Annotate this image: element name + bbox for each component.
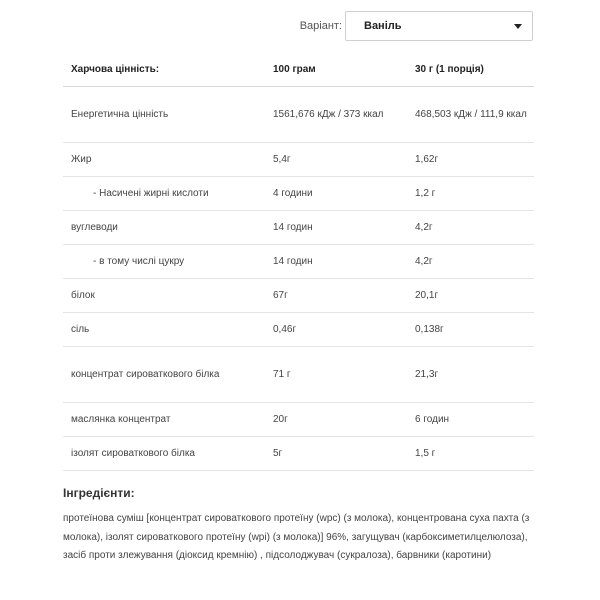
value-per-serving: 4,2г xyxy=(407,245,534,279)
nutrient-name: Жир xyxy=(63,143,265,177)
table-row xyxy=(63,437,534,471)
nutrient-name: - Насичені жирні кислоти xyxy=(63,177,265,211)
column-header-name: Харчова цінність: xyxy=(63,54,265,87)
table-row xyxy=(63,245,534,279)
value-per-serving: 21,3г xyxy=(407,347,534,403)
variant-label: Варіант: xyxy=(299,20,342,32)
value-per100: 20г xyxy=(265,403,407,437)
nutrient-name: сіль xyxy=(63,313,265,347)
variant-row xyxy=(0,11,600,43)
column-header-serving: 30 г (1 порція) xyxy=(407,54,534,87)
nutrition-table xyxy=(63,54,534,471)
value-per-serving: 1,2 г xyxy=(407,177,534,211)
value-per100: 4 години xyxy=(265,177,407,211)
nutrient-name: білок xyxy=(63,279,265,313)
value-per-serving: 1,5 г xyxy=(407,437,534,471)
nutrient-name: Енергетична цінність xyxy=(63,87,265,143)
nutrient-name: - в тому числі цукру xyxy=(63,245,265,279)
value-per-serving: 468,503 кДж / 111,9 ккал xyxy=(407,87,534,143)
table-row xyxy=(63,87,534,143)
value-per-serving: 1,62г xyxy=(407,143,534,177)
value-per-serving: 20,1г xyxy=(407,279,534,313)
column-header-per100: 100 грам xyxy=(265,54,407,87)
table-header-row xyxy=(63,54,534,87)
ingredients-title: Інгредієнти: xyxy=(63,486,135,500)
value-per-serving: 6 годин xyxy=(407,403,534,437)
table-row xyxy=(63,143,534,177)
value-per100: 0,46г xyxy=(265,313,407,347)
value-per100: 1561,676 кДж / 373 ккал xyxy=(265,87,407,143)
value-per-serving: 0,138г xyxy=(407,313,534,347)
value-per100: 67г xyxy=(265,279,407,313)
table-row xyxy=(63,177,534,211)
chevron-down-icon xyxy=(514,24,522,29)
value-per100: 71 г xyxy=(265,347,407,403)
table-row xyxy=(63,403,534,437)
nutrient-name: маслянка концентрат xyxy=(63,403,265,437)
variant-selected-value: Ваніль xyxy=(364,20,402,32)
value-per100: 14 годин xyxy=(265,211,407,245)
table-row xyxy=(63,347,534,403)
nutrient-name: концентрат сироваткового білка xyxy=(63,347,265,403)
nutrient-name: вуглеводи xyxy=(63,211,265,245)
value-per100: 5,4г xyxy=(265,143,407,177)
value-per100: 14 годин xyxy=(265,245,407,279)
value-per-serving: 4,2г xyxy=(407,211,534,245)
value-per100: 5г xyxy=(265,437,407,471)
table-row xyxy=(63,313,534,347)
variant-select[interactable] xyxy=(345,11,533,41)
table-row xyxy=(63,211,534,245)
table-row xyxy=(63,279,534,313)
ingredients-text: протеїнова суміш [концентрат сироваткового протеїну (wpc) (з молока), концентрована суха пахта (з молока), ізолят сироваткового протеїну (wpi) (з молока)] 96%, загущувач (карбоксиметилцелюлоза), засіб проти злежування (діоксид кремнію) , підсолоджувач (сукралоза), барвники (каротини) xyxy=(63,513,530,561)
nutrient-name: ізолят сироваткового білка xyxy=(63,437,265,471)
